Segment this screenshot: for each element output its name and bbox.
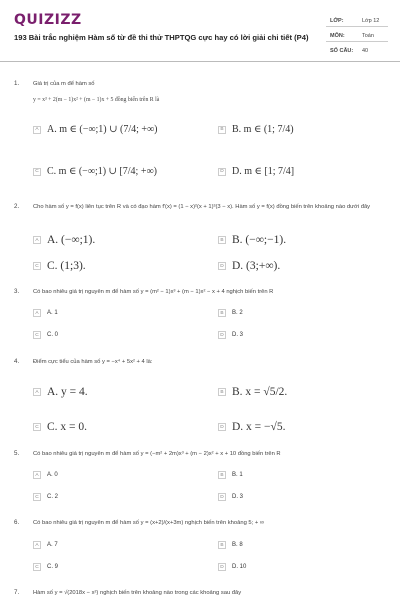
option-b[interactable] [218, 234, 368, 246]
option-letter-box: C [33, 262, 41, 270]
option-letter-box: D [218, 563, 226, 571]
option-d[interactable] [218, 166, 368, 177]
question-text: Có bao nhiêu giá trị nguyên m để hàm số y = (x+2)/(x+3m) nghịch biến trên khoảng 5; + ∞ [33, 520, 264, 526]
option-letter-box: A [33, 236, 41, 244]
option-text: D. m ∈ [1; 7/4] [232, 166, 295, 177]
option-text: A. y = 4. [47, 386, 88, 398]
option-letter-box: D [218, 423, 226, 431]
option-text: B. 2 [232, 310, 243, 316]
option-text: A. m ∈ (−∞;1) ∪ (7/4; +∞) [47, 124, 158, 135]
option-text: B. x = √5/2. [232, 386, 288, 398]
option-d[interactable] [218, 331, 368, 339]
option-letter-box: B [218, 388, 226, 396]
document-title: 193 Bài trắc nghiệm Hàm số từ đề thi thử THPTQG cực hay có lời giải chi tiết (P4) [14, 33, 309, 42]
option-text: D. (3;+∞). [232, 260, 281, 272]
option-letter-box: A [33, 309, 41, 317]
option-a[interactable] [33, 234, 183, 246]
option-letter-box: B [218, 126, 226, 134]
option-letter-box: C [33, 423, 41, 431]
option-d[interactable] [218, 260, 368, 272]
question-number: 2. [14, 203, 20, 210]
option-a[interactable] [33, 541, 183, 549]
option-letter-box: C [33, 331, 41, 339]
option-text: B. 1 [232, 472, 243, 478]
option-text: C. m ∈ (−∞;1) ∪ [7/4; +∞) [47, 166, 157, 177]
option-text: C. 2 [47, 494, 59, 500]
option-c[interactable] [33, 421, 183, 433]
option-letter-box: B [218, 236, 226, 244]
meta-value: 40 [362, 48, 369, 54]
option-c[interactable] [33, 493, 183, 501]
question-formula: y = x³ + 2(m − 1)x² + (m − 1)x + 5 đồng biến trên R là [33, 97, 160, 103]
page-header [0, 0, 400, 62]
option-letter-box: C [33, 168, 41, 176]
question-text: Điểm cực tiểu của hàm số y = −x⁴ + 5x² + 4 là: [33, 359, 153, 365]
meta-row-count [326, 44, 388, 57]
option-letter-box: B [218, 309, 226, 317]
option-b[interactable] [218, 386, 368, 398]
option-text: D. 3 [232, 332, 244, 338]
meta-row-subject [326, 29, 388, 42]
question-number: 3. [14, 288, 20, 295]
meta-key: LỚP: [330, 18, 344, 24]
question-text: Cho hàm số y = f(x) liên tục trên R và có đạo hàm f′(x) = (1 − x)²(x + 1)³(3 − x). Hàm số y = f(x) đồng biến trên khoảng nào dưới đây [33, 204, 371, 210]
option-letter-box: A [33, 541, 41, 549]
option-c[interactable] [33, 563, 183, 571]
question-text: Có bao nhiêu giá trị nguyên m để hàm số y = (m² − 1)x³ + (m − 1)x² − x + 4 nghịch biến trên R [33, 289, 274, 295]
option-letter-box: D [218, 262, 226, 270]
option-c[interactable] [33, 166, 183, 177]
option-b[interactable] [218, 541, 368, 549]
option-letter-box: A [33, 126, 41, 134]
option-a[interactable] [33, 386, 183, 398]
option-text: A. (−∞;1). [47, 234, 96, 246]
question-text: Có bao nhiêu giá trị nguyên m để hàm số y = (−m² + 2m)x³ + (m − 2)x² + x + 10 đồng biến trên R [33, 451, 281, 457]
question-number: 5. [14, 450, 20, 457]
option-text: D. 10 [232, 564, 247, 570]
option-text: A. 7 [47, 542, 58, 548]
option-text: B. m ∈ (1; 7/4) [232, 124, 294, 135]
option-a[interactable] [33, 471, 183, 479]
option-b[interactable] [218, 471, 368, 479]
option-text: C. x = 0. [47, 421, 88, 433]
option-c[interactable] [33, 260, 183, 272]
meta-value: Toán [362, 33, 374, 39]
option-text: A. 0 [47, 472, 58, 478]
option-text: D. 3 [232, 494, 244, 500]
option-letter-box: B [218, 541, 226, 549]
option-letter-box: B [218, 471, 226, 479]
option-letter-box: D [218, 168, 226, 176]
question-text: Hàm số y = √(2018x − x²) nghịch biến trên khoảng nào trong các khoảng sau đây [33, 590, 242, 596]
option-text: D. x = −√5. [232, 421, 286, 433]
option-d[interactable] [218, 493, 368, 501]
option-letter-box: C [33, 493, 41, 501]
meta-row-class [326, 14, 388, 27]
option-text: B. 8 [232, 542, 243, 548]
option-a[interactable] [33, 124, 183, 135]
option-letter-box: A [33, 471, 41, 479]
option-d[interactable] [218, 563, 368, 571]
quizizz-logo: QUIZIZZ [14, 12, 82, 28]
option-letter-box: A [33, 388, 41, 396]
option-letter-box: D [218, 493, 226, 501]
option-c[interactable] [33, 331, 183, 339]
option-letter-box: D [218, 331, 226, 339]
question-number: 7. [14, 589, 20, 596]
question-number: 6. [14, 519, 20, 526]
option-d[interactable] [218, 421, 368, 433]
option-b[interactable] [218, 124, 368, 135]
option-a[interactable] [33, 309, 183, 317]
meta-value: Lớp 12 [362, 18, 380, 24]
option-text: C. (1;3). [47, 260, 86, 272]
question-text: Giá trị của m để hàm số [33, 81, 95, 87]
option-text: C. 0 [47, 332, 59, 338]
option-text: B. (−∞;−1). [232, 234, 287, 246]
option-b[interactable] [218, 309, 368, 317]
option-text: C. 9 [47, 564, 59, 570]
question-number: 1. [14, 80, 20, 87]
question-number: 4. [14, 358, 20, 365]
option-letter-box: C [33, 563, 41, 571]
meta-key: MÔN: [330, 33, 345, 39]
meta-key: SỐ CÂU: [330, 48, 354, 54]
option-text: A. 1 [47, 310, 58, 316]
